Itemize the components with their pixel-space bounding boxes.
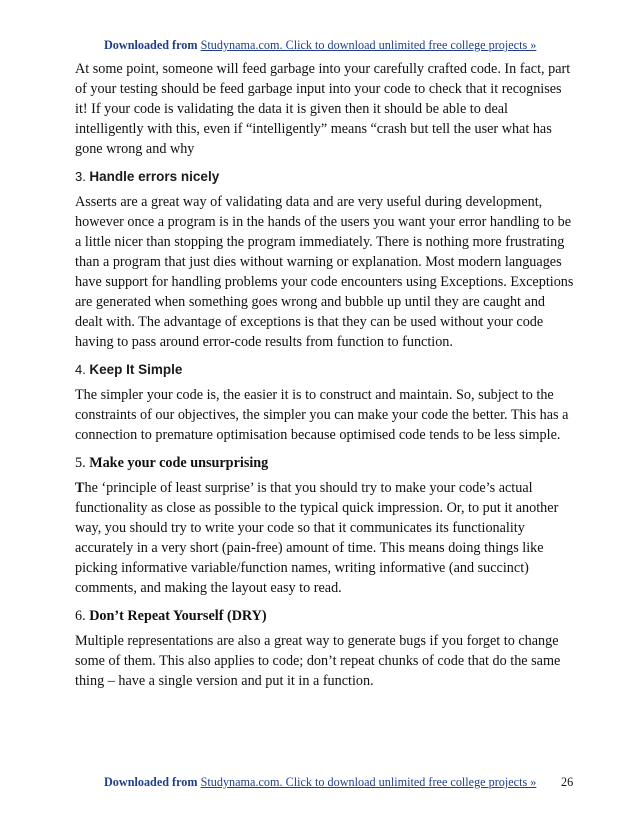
banner-link[interactable]: Studynama.com. Click to download unlimited free college projects » (200, 38, 537, 52)
download-banner-top[interactable] (104, 37, 536, 53)
intro-paragraph: At some point, someone will feed garbage into your carefully crafted code. In fact, part of your testing should be feed garbage input into your code to check that it recognises it! If your code is validating the data it is given then it should be able to deal intelligently with this, even if “intelligently” means “crash but tell the user what has gone wrong and why (75, 61, 571, 157)
section-6-number: 6. (75, 608, 86, 624)
banner-link-bottom[interactable]: Studynama.com. Click to download unlimited free college projects » (200, 775, 537, 789)
section-3-heading (75, 167, 575, 187)
section-4-title: Keep It Simple (89, 362, 183, 377)
section-4-heading (75, 360, 575, 380)
section-4-number: 4. (75, 362, 86, 377)
section-3-title: Handle errors nicely (89, 169, 220, 184)
section-5-heading (75, 453, 575, 473)
section-6-paragraph: Multiple representations are also a great way to generate bugs if you forget to change some of them. This also applies to code; don’t repeat chunks of code that do the same thing – have a single version and put it in a function. (75, 633, 561, 689)
section-6-heading (75, 606, 575, 626)
banner-lead: Downloaded from (104, 38, 198, 52)
section-3-number: 3. (75, 169, 86, 184)
section-5-number: 5. (75, 455, 86, 471)
section-5-text: he ‘principle of least surprise’ is that you should try to make your code’s actual functionality as close as possible to the typical quick impression. Or, to put it another way, you should try to write your code so that it communicates its functionality accurately in a very short (pain-free) amount of time. This means doing things like picking informative variable/function names, writing informative (and succinct) comments, and making the layout easy to read. (75, 480, 559, 596)
section-5-initial: T (75, 480, 85, 496)
section-4-paragraph: The simpler your code is, the easier it is to construct and maintain. So, subject to the constraints of our objectives, the simpler you can make your code the better. This has a connection to premature optimisation because optimised code tends to be less simple. (75, 387, 569, 443)
download-banner-bottom[interactable] (104, 774, 536, 790)
section-5-paragraph (75, 478, 575, 598)
page-number: 26 (561, 775, 574, 789)
section-6-title: Don’t Repeat Yourself (DRY) (89, 608, 267, 624)
section-3-paragraph: Asserts are a great way of validating data and are very useful during development, however once a program is in the hands of the users you want your error handling to be a little nicer than stopping the program immediately. There is nothing more frustrating than a program that just dies without warning or explanation. Most modern languages have support for handling problems your code encounters using Exceptions. Exceptions are generated when something goes wrong and bubble up until they are caught and dealt with. The advantage of exceptions is that they can be used without your code having to pass around error-code results from function to function. (75, 194, 574, 350)
section-5-title: Make your code unsurprising (89, 455, 269, 471)
banner-lead-bottom: Downloaded from (104, 775, 198, 789)
document-body (75, 59, 575, 691)
